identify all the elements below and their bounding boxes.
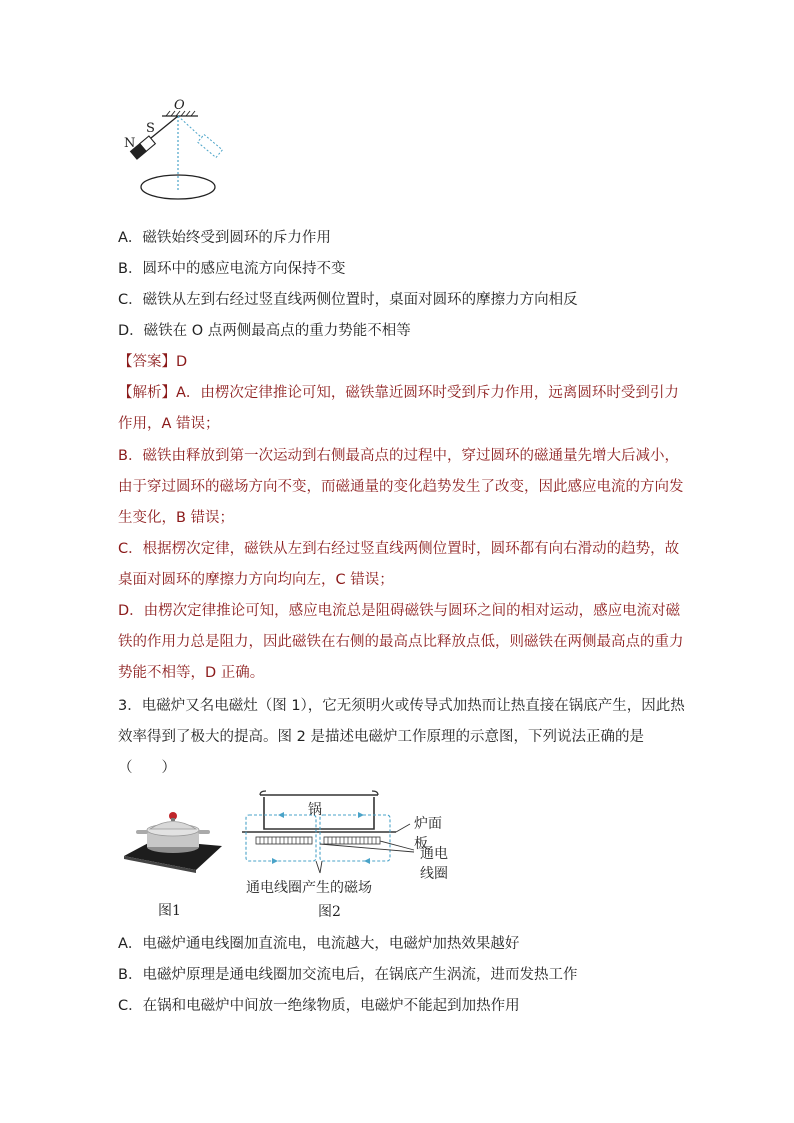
- pendulum-figure: [118, 98, 238, 203]
- field-label: 通电线圈产生的磁场: [246, 880, 372, 896]
- induction-cooker-figure: [118, 800, 228, 919]
- q2-option-b: B．圆环中的感应电流方向保持不变: [118, 261, 346, 277]
- answer-tag: 【答案】: [118, 354, 176, 370]
- pendulum-diagram: [118, 98, 238, 203]
- answer-value: D: [176, 354, 188, 370]
- analysis-line: 生变化，B 错误；: [118, 510, 235, 526]
- analysis-tag: 【解析】: [118, 385, 176, 401]
- figure2-caption: 图2: [318, 904, 341, 920]
- pot-label: 锅: [308, 802, 322, 818]
- q3-option-b: B．电磁炉原理是通电线圈加交流电后，在锅底产生涡流，进而发热工作: [118, 967, 578, 983]
- question3-line: 效率得到了极大的提高。图 2 是描述电磁炉工作原理的示意图，下列说法正确的是: [118, 729, 644, 745]
- q2-option-c: C．磁铁从左到右经过竖直线两侧位置时，桌面对圆环的摩擦力方向相反: [118, 292, 578, 308]
- answer-line: [118, 352, 187, 372]
- analysis-line: 势能不相等，D 正确。: [118, 665, 265, 681]
- q2-option-d: D．磁铁在 O 点两侧最高点的重力势能不相等: [118, 323, 411, 339]
- analysis-line: 由于穿过圆环的磁场方向不变，而磁通量的变化趋势发生了改变，因此感应电流的方向发: [118, 479, 684, 495]
- analysis-line: [118, 383, 679, 403]
- induction-cooker-image: [118, 800, 228, 875]
- analysis-line: D．由楞次定律推论可知，感应电流总是阻碍磁铁与圆环之间的相对运动，感应电流对磁: [118, 603, 681, 619]
- figure1-caption: 图1: [158, 903, 181, 919]
- question3-line: （ ）: [118, 760, 176, 776]
- label-o: O: [174, 98, 185, 113]
- label-s: S: [146, 121, 155, 136]
- q3-option-c: C．在锅和电磁炉中间放一绝缘物质，电磁炉不能起到加热作用: [118, 998, 520, 1014]
- induction-schematic-figure: [238, 787, 448, 922]
- q3-option-a: A．电磁炉通电线圈加直流电，电流越大，电磁炉加热效果越好: [118, 936, 520, 952]
- analysis-line: 铁的作用力总是阻力，因此磁铁在右侧的最高点比释放点低，则磁铁在两侧最高点的重力: [118, 634, 684, 650]
- panel-label: 炉面板: [414, 816, 442, 852]
- coil-label-line2: 线圈: [420, 866, 448, 882]
- analysis-line: 桌面对圆环的摩擦力方向均向左，C 错误；: [118, 572, 394, 588]
- analysis-line: 作用，A 错误；: [118, 416, 220, 432]
- coil-label-line1: 通电: [420, 846, 448, 862]
- label-n: N: [124, 136, 136, 151]
- q2-option-a: A．磁铁始终受到圆环的斥力作用: [118, 230, 331, 246]
- analysis-text: A．由楞次定律推论可知，磁铁靠近圆环时受到斥力作用，远离圆环时受到引力: [176, 385, 679, 401]
- analysis-line: B．磁铁由释放到第一次运动到右侧最高点的过程中，穿过圆环的磁通量先增大后减小，: [118, 448, 679, 464]
- question3-line: 3．电磁炉又名电磁灶（图 1），它无须明火或传导式加热而让热直接在锅底产生，因此热: [118, 698, 685, 714]
- analysis-line: C．根据楞次定律，磁铁从左到右经过竖直线两侧位置时，圆环都有向右滑动的趋势，故: [118, 541, 680, 557]
